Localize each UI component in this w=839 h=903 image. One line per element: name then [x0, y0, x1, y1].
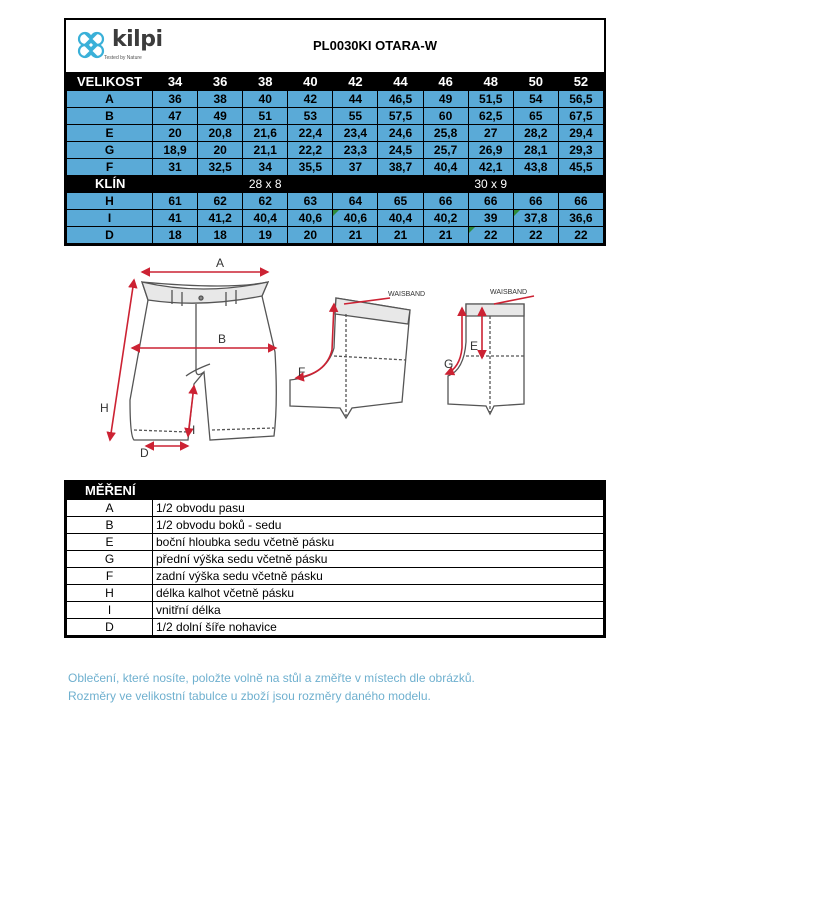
measure-description: 1/2 dolní šíře nohavice	[153, 619, 604, 636]
label-a: A	[216, 256, 225, 270]
measure-row	[67, 517, 604, 534]
table-cell: 19	[243, 227, 288, 244]
measure-row	[67, 534, 604, 551]
measure-key: E	[67, 534, 153, 551]
table-cell: 42	[288, 91, 333, 108]
table-cell: 38	[198, 91, 243, 108]
table-cell: 28,1	[513, 142, 558, 159]
measure-row	[67, 585, 604, 602]
row-key-cell: D	[67, 227, 153, 244]
size-header-cell: 44	[378, 74, 423, 91]
table-cell: 65	[378, 193, 423, 210]
table-cell: 29,4	[558, 125, 603, 142]
wedge-row	[67, 176, 604, 193]
table-cell: 65	[513, 108, 558, 125]
measure-row	[67, 602, 604, 619]
measure-description: délka kalhot včetně pásku	[153, 585, 604, 602]
table-cell: 39	[468, 210, 513, 227]
table-cell: 21,1	[243, 142, 288, 159]
size-header-cell: 38	[243, 74, 288, 91]
table-cell: 34	[243, 159, 288, 176]
table-cell: 42,1	[468, 159, 513, 176]
size-grid	[66, 73, 604, 244]
table-row	[67, 142, 604, 159]
back-side-drawing	[290, 298, 410, 418]
table-cell: 37,8	[513, 210, 558, 227]
table-cell: 18	[198, 227, 243, 244]
measurement-diagrams	[90, 252, 550, 460]
brand-tagline: Tested by Nature	[104, 55, 142, 61]
label-d: D	[140, 446, 149, 460]
table-cell: 66	[558, 193, 603, 210]
table-row	[67, 210, 604, 227]
table-cell: 23,4	[333, 125, 378, 142]
measure-row	[67, 500, 604, 517]
wedge-value-cell: 28 x 8	[153, 176, 378, 193]
size-header-cell: 34	[153, 74, 198, 91]
size-header-cell: 42	[333, 74, 378, 91]
measure-row	[67, 568, 604, 585]
table-cell: 40,6	[333, 210, 378, 227]
table-cell: 51	[243, 108, 288, 125]
table-cell: 22,2	[288, 142, 333, 159]
table-cell: 41,2	[198, 210, 243, 227]
table-cell: 38,7	[378, 159, 423, 176]
table-cell: 26,9	[468, 142, 513, 159]
table-row	[67, 125, 604, 142]
table-cell: 24,5	[378, 142, 423, 159]
table-cell: 21	[378, 227, 423, 244]
table-row	[67, 193, 604, 210]
waistband-label-2: WAISBAND	[490, 289, 528, 296]
measure-description: 1/2 obvodu pasu	[153, 500, 604, 517]
measure-header-row	[67, 483, 604, 500]
label-e: E	[470, 339, 479, 353]
table-cell: 51,5	[468, 91, 513, 108]
table-cell: 53	[288, 108, 333, 125]
note-line-1: Oblečení, které nosíte, položte volně na stůl a změřte v místech dle obrázků.	[68, 671, 475, 685]
table-cell: 40,6	[288, 210, 333, 227]
size-header-cell: 48	[468, 74, 513, 91]
table-row	[67, 108, 604, 125]
row-key-cell: G	[67, 142, 153, 159]
size-header-cell: 46	[423, 74, 468, 91]
size-header-cell: 52	[558, 74, 603, 91]
table-cell: 64	[333, 193, 378, 210]
table-cell: 66	[513, 193, 558, 210]
wedge-value-cell: 30 x 9	[378, 176, 604, 193]
table-cell: 40,2	[423, 210, 468, 227]
table-cell: 35,5	[288, 159, 333, 176]
table-cell: 37	[333, 159, 378, 176]
table-cell: 20	[288, 227, 333, 244]
table-cell: 32,5	[198, 159, 243, 176]
table-cell: 63	[288, 193, 333, 210]
table-cell: 57,5	[378, 108, 423, 125]
table-cell: 20	[153, 125, 198, 142]
row-key-cell: B	[67, 108, 153, 125]
size-header-label: VELIKOST	[67, 74, 153, 91]
row-key-cell: F	[67, 159, 153, 176]
table-cell: 62,5	[468, 108, 513, 125]
table-cell: 22	[513, 227, 558, 244]
measure-key: A	[67, 500, 153, 517]
table-header	[66, 20, 604, 73]
size-table	[64, 18, 606, 246]
table-cell: 47	[153, 108, 198, 125]
table-cell: 40	[243, 91, 288, 108]
table-cell: 43,8	[513, 159, 558, 176]
table-cell: 25,8	[423, 125, 468, 142]
measure-description: boční hloubka sedu včetně pásku	[153, 534, 604, 551]
measure-key: H	[67, 585, 153, 602]
table-cell: 22	[468, 227, 513, 244]
row-key-cell: H	[67, 193, 153, 210]
table-cell: 31	[153, 159, 198, 176]
measure-description: přední výška sedu včetně pásku	[153, 551, 604, 568]
wedge-label: KLÍN	[67, 176, 153, 193]
table-cell: 44	[333, 91, 378, 108]
table-row	[67, 91, 604, 108]
table-cell: 62	[198, 193, 243, 210]
measure-key: F	[67, 568, 153, 585]
table-cell: 36	[153, 91, 198, 108]
table-cell: 60	[423, 108, 468, 125]
measure-key: G	[67, 551, 153, 568]
table-cell: 40,4	[378, 210, 423, 227]
label-b: B	[218, 332, 227, 346]
model-title: PL0030KI OTARA-W	[313, 38, 437, 53]
row-key-cell: E	[67, 125, 153, 142]
table-cell: 24,6	[378, 125, 423, 142]
table-cell: 41	[153, 210, 198, 227]
table-row	[67, 227, 604, 244]
table-cell: 49	[423, 91, 468, 108]
table-cell: 55	[333, 108, 378, 125]
label-i: I	[192, 423, 196, 437]
measure-title: MĚŘENÍ	[67, 483, 153, 500]
measure-key: D	[67, 619, 153, 636]
row-key-cell: A	[67, 91, 153, 108]
front-shorts-drawing	[130, 282, 276, 440]
measure-table	[64, 480, 606, 638]
table-cell: 29,3	[558, 142, 603, 159]
table-cell: 21	[333, 227, 378, 244]
measure-header-blank	[153, 483, 604, 500]
table-cell: 23,3	[333, 142, 378, 159]
table-cell: 45,5	[558, 159, 603, 176]
measure-row	[67, 619, 604, 636]
table-cell: 22,4	[288, 125, 333, 142]
table-cell: 27	[468, 125, 513, 142]
measure-description: vnitřní délka	[153, 602, 604, 619]
measure-row	[67, 551, 604, 568]
table-cell: 20	[198, 142, 243, 159]
measure-description: 1/2 obvodu boků - sedu	[153, 517, 604, 534]
size-header-cell: 50	[513, 74, 558, 91]
table-cell: 66	[423, 193, 468, 210]
label-h: H	[100, 401, 109, 415]
table-cell: 49	[198, 108, 243, 125]
table-cell: 62	[243, 193, 288, 210]
table-cell: 21	[423, 227, 468, 244]
size-header-cell: 40	[288, 74, 333, 91]
table-cell: 56,5	[558, 91, 603, 108]
note-line-2: Rozměry ve velikostní tabulce u zboží jsou rozměry daného modelu.	[68, 689, 431, 703]
table-cell: 66	[468, 193, 513, 210]
table-cell: 61	[153, 193, 198, 210]
label-f: F	[298, 365, 306, 379]
table-cell: 36,6	[558, 210, 603, 227]
table-cell: 40,4	[423, 159, 468, 176]
table-cell: 25,7	[423, 142, 468, 159]
table-cell: 18	[153, 227, 198, 244]
table-cell: 28,2	[513, 125, 558, 142]
measure-key: B	[67, 517, 153, 534]
table-cell: 18,9	[153, 142, 198, 159]
waistband-label-1: WAISBAND	[388, 291, 426, 298]
table-cell: 22	[558, 227, 603, 244]
size-header-cell: 36	[198, 74, 243, 91]
table-cell: 21,6	[243, 125, 288, 142]
table-cell: 20,8	[198, 125, 243, 142]
table-row	[67, 159, 604, 176]
measure-key: I	[67, 602, 153, 619]
row-key-cell: I	[67, 210, 153, 227]
size-header-row	[67, 74, 604, 91]
table-cell: 54	[513, 91, 558, 108]
table-cell: 40,4	[243, 210, 288, 227]
table-cell: 46,5	[378, 91, 423, 108]
brand-name: kilpi	[112, 27, 163, 52]
measure-description: zadní výška sedu včetně pásku	[153, 568, 604, 585]
label-g: G	[444, 357, 454, 371]
table-cell: 67,5	[558, 108, 603, 125]
